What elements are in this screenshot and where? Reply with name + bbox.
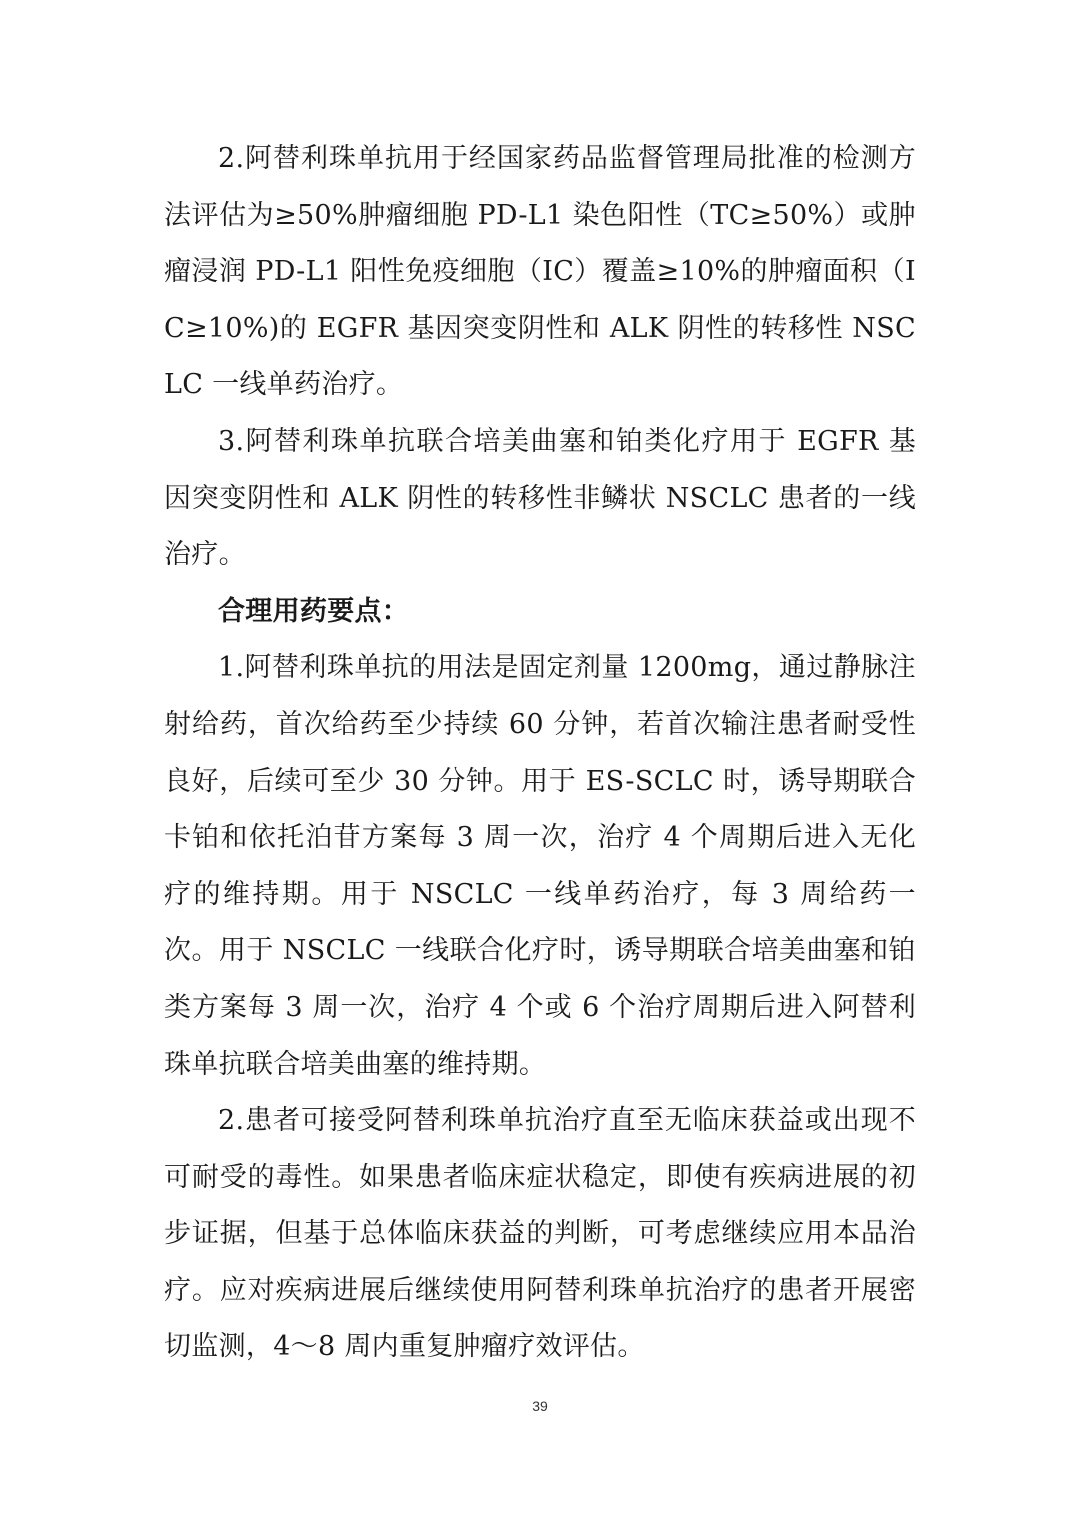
page-number: 39 bbox=[532, 1398, 548, 1414]
section-heading: 合理用药要点： bbox=[218, 595, 410, 627]
page-body bbox=[164, 131, 916, 1376]
paragraph-indication-3: 3.阿替利珠单抗联合培美曲塞和铂类化疗用于 EGFR 基因突变阴性和 ALK 阴性的转移性非鳞状 NSCLC 患者的一线治疗。 bbox=[164, 425, 916, 571]
paragraph-indication-2: 2.阿替利珠单抗用于经国家药品监督管理局批准的检测方法评估为≥50%肿瘤细胞 PD-L1 染色阳性（TC≥50%）或肿瘤浸润 PD-L1 阳性免疫细胞（IC）覆盖≥10%的肿瘤面积（IC≥10%)的 EGFR 基因突变阴性和 ALK 阴性的转移性 NSCLC 一线单药治疗。 bbox=[164, 143, 916, 401]
paragraph-usage-1: 1.阿替利珠单抗的用法是固定剂量 1200mg，通过静脉注射给药，首次给药至少持续 60 分钟，若首次输注患者耐受性良好，后续可至少 30 分钟。用于 ES-SCLC 时，诱导期联合卡铂和依托泊苷方案每 3 周一次，治疗 4 个周期后进入无化疗的维持期。用于 NSCLC 一线单药治疗，每 3 周给药一次。用于 NSCLC 一线联合化疗时，诱导期联合培美曲塞和铂类方案每 3 周一次，治疗 4 个或 6 个治疗周期后进入阿替利珠单抗联合培美曲塞的维持期。 bbox=[164, 652, 916, 1080]
paragraph-usage-2: 2.患者可接受阿替利珠单抗治疗直至无临床获益或出现不可耐受的毒性。如果患者临床症状稳定，即使有疾病进展的初步证据，但基于总体临床获益的判断，可考虑继续应用本品治疗。应对疾病进展后继续使用阿替利珠单抗治疗的患者开展密切监测，4～8 周内重复肿瘤疗效评估。 bbox=[164, 1105, 916, 1363]
